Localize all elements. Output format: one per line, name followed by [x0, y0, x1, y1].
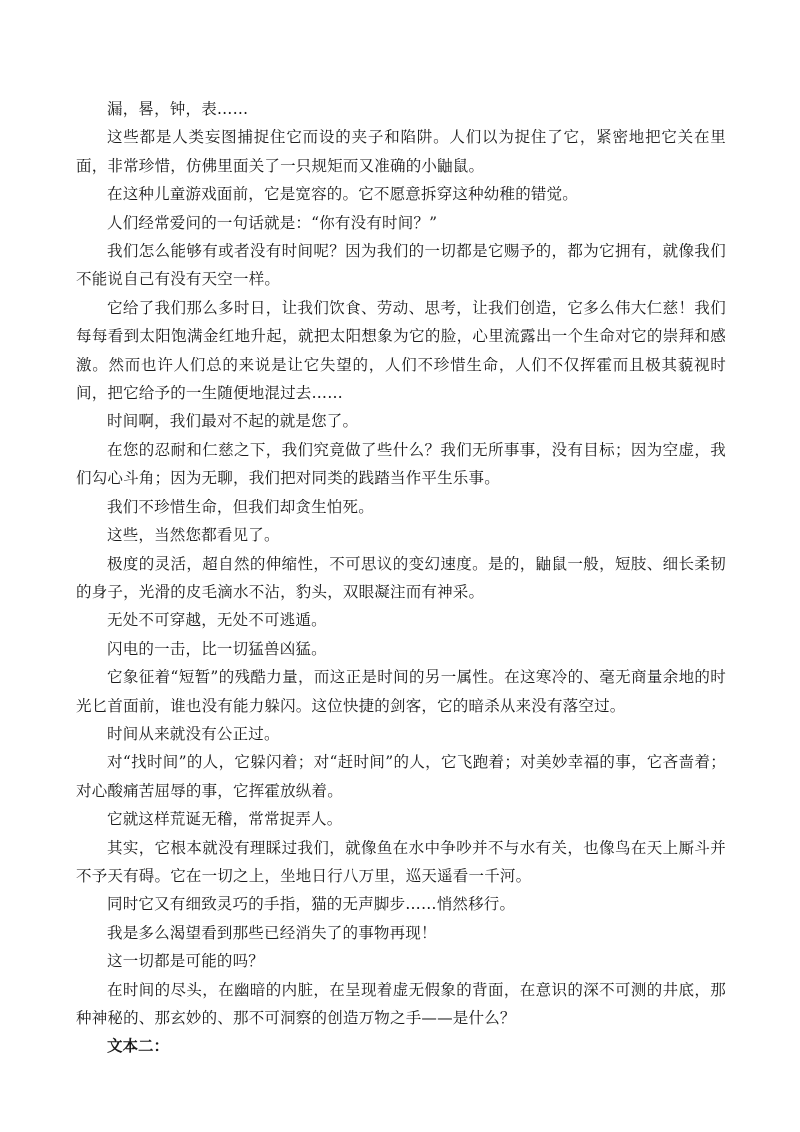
paragraph: 漏，晷，钟，表……: [107, 100, 249, 118]
paragraph: 这一切都是可能的吗？: [107, 952, 265, 971]
paragraph: 其实，它根本就没有理睬过我们，就像鱼在水中争吵并不与水有关，也像鸟在天上厮斗并不予天有碍。它在一切之上，坐地日行八万里，巡天遥看一千河。: [76, 838, 726, 885]
paragraph: 无处不可穿越，无处不可逃遁。: [107, 611, 327, 630]
document-body: [76, 95, 726, 1061]
paragraph: 极度的灵活，超自然的伸缩性，不可思议的变幻速度。是的，鼬鼠一般，短肢、细长柔韧的身子，光滑的皮毛滴水不沾，豹头，双眼凝注而有神采。: [76, 554, 726, 601]
section-heading: 文本二：: [107, 1037, 170, 1056]
paragraph: 这些，当然您都看见了。: [107, 526, 280, 545]
paragraph: 它象征着“短暂”的残酷力量，而这正是时间的另一属性。在这寒冷的、毫无商量余地的时光匕首面前，谁也没有能力躲闪。这位快捷的剑客，它的暗杀从来没有落空过。: [76, 668, 726, 715]
paragraph: 我们不珍惜生命，但我们却贪生怕死。: [107, 497, 374, 516]
paragraph: 闪电的一击，比一切猛兽凶猛。: [107, 639, 327, 658]
paragraph: 时间啊，我们最对不起的就是您了。: [107, 412, 359, 431]
paragraph: 同时它又有细致灵巧的手指，猫的无声脚步……悄然移行。: [107, 895, 516, 914]
paragraph: 对“找时间”的人，它躲闪着；对“赶时间”的人，它飞跑着；对美妙幸福的事，它吝啬着；对心酸痛苦屈辱的事，它挥霍放纵着。: [76, 753, 726, 800]
paragraph: 时间从来就没有公正过。: [107, 724, 280, 743]
paragraph: 我们怎么能够有或者没有时间呢？因为我们的一切都是它赐予的，都为它拥有，就像我们不能说自己有没有天空一样。: [76, 242, 726, 289]
paragraph: 这些都是人类妄图捕捉住它而设的夹子和陷阱。人们以为捉住了它，紧密地把它关在里面，非常珍惜，仿佛里面关了一只规矩而又准确的小鼬鼠。: [76, 128, 726, 175]
paragraph: 在您的忍耐和仁慈之下，我们究竟做了些什么？我们无所事事，没有目标；因为空虚，我们勾心斗角；因为无聊，我们把对同类的践踏当作平生乐事。: [76, 440, 726, 488]
paragraph: 我是多么渴望看到那些已经消失了的事物再现！: [107, 923, 437, 942]
paragraph: 在这种儿童游戏面前，它是宽容的。它不愿意拆穿这种幼稚的错觉。: [107, 185, 579, 204]
paragraph: 它就这样荒诞无稽，常常捉弄人。: [107, 810, 343, 829]
paragraph: 在时间的尽头，在幽暗的内脏，在呈现着虚无假象的背面，在意识的深不可测的井底，那种神秘的、那玄妙的、那不可洞察的创造万物之手——是什么？: [76, 980, 726, 1027]
paragraph: 它给了我们那么多时日，让我们饮食、劳动、思考，让我们创造，它多么伟大仁慈！我们每每看到太阳饱满金红地升起，就把太阳想象为它的脸，心里流露出一个生命对它的崇拜和感激。然而也许人们总的来说是让它失望的，人们不珍惜生命，人们不仅挥霍而且极其藐视时间，把它给予的一生随便地混过去……: [76, 298, 726, 403]
paragraph: 人们经常爱问的一句话就是：“你有没有时间？”: [107, 213, 438, 232]
